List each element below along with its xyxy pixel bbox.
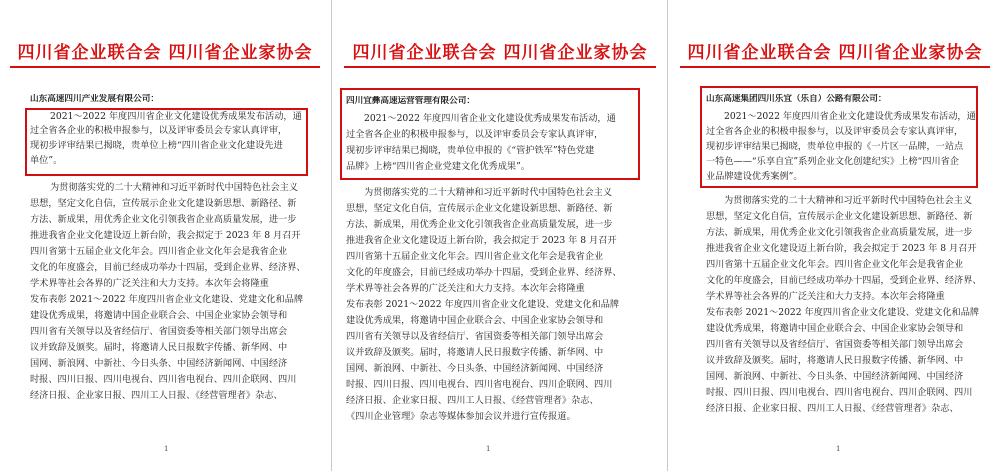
page-separator (331, 0, 332, 471)
notice-line: 2021～2022 年度四川省企业文化建设优秀成果发布活动，通 (50, 111, 302, 122)
body-line: 方法、新成果，用优秀企业文化引领我省企业高质量发展，进一步 (346, 219, 613, 230)
body-line: 四川省有关领导以及省经信厅、省国资委等相关部门领导出席会 (346, 331, 604, 342)
body-line: 四川省有关领导以及省经信厅、省国资委等相关部门领导出席会 (30, 326, 288, 337)
notice-line: 现初步评审结果已揭晓，贵单位申报的《一片区一品牌，一站点 (706, 141, 964, 152)
body-line: 经济日报、企业家日报、四川工人日报、《经营管理者》杂志、 (706, 403, 959, 414)
body-line: 国网、新浪网、中新社、今日头条、中国经济新闻网、中国经济 (346, 363, 604, 374)
body-line: 文化的年度盛会，目前已经成功举办十四届，受到企业界、经济界、 (30, 262, 306, 273)
addressee: 四川宜彝高速运营管理有限公司： (346, 96, 475, 106)
body-line: 为贯彻落实党的二十大精神和习近平新时代中国特色社会主义 (364, 187, 613, 198)
body-line: 议并致辞及颁奖。届时，将邀请人民日报数字传播、新华网、中 (30, 342, 288, 353)
body-line: 国网、新浪网、中新社、今日头条、中国经济新闻网、中国经济 (706, 371, 964, 382)
letterhead-red-rule (344, 66, 656, 68)
body-line: 为贯彻落实党的二十大精神和习近平新时代中国特色社会主义 (50, 182, 299, 193)
body-line: 推进我省企业文化建设迈上新台阶，我会拟定于 2023 年 8 月召开 (346, 235, 617, 246)
body-line: 推进我省企业文化建设迈上新台阶，我会拟定于 2023 年 8 月召开 (706, 243, 977, 254)
body-line: 推进我省企业文化建设迈上新台阶，我会拟定于 2023 年 8 月召开 (30, 230, 301, 241)
body-line: 议并致辞及颁奖。届时，将邀请人民日报数字传播、新华网、中 (346, 347, 604, 358)
letterhead-red-rule (680, 66, 990, 68)
body-line: 经济日报、企业家日报、四川工人日报、《经营管理者》杂志、 (346, 395, 599, 406)
body-line: 国网、新浪网、中新社、今日头条、中国经济新闻网、中国经济 (30, 358, 288, 369)
body-line: 《四川企业管理》杂志等媒体参加会议并进行宣传报道。 (346, 411, 576, 422)
document-page-3 (670, 0, 1000, 471)
letterhead-title: 四川省企业联合会 四川省企业家协会 (687, 43, 983, 63)
body-line: 四川省第十五届企业文化年会。四川省企业文化年会是我省企业 (706, 259, 964, 270)
body-line: 经济日报、企业家日报、四川工人日报、《经营管理者》杂志、 (30, 390, 283, 401)
body-line: 建设优秀成果，将邀请中国企业联合会、中国企业家协会领导和 (30, 310, 288, 321)
page-separator (667, 0, 668, 471)
body-line: 文化的年度盛会，目前已经成功举办十四届，受到企业界、经济界、 (706, 275, 982, 286)
notice-line: 现初步评审结果已揭晓，贵单位申报的《“管护铁军”特色党建 (346, 145, 595, 156)
body-line: 四川省第十五届企业文化年会。四川省企业文化年会是我省企业 (30, 246, 288, 257)
body-line: 发布表彰 2021～2022 年度四川省企业文化建设、党建文化和品牌 (706, 307, 980, 318)
body-line: 思想，坚定文化自信，宣传展示企业文化建设新思想、新路径、新 (706, 211, 973, 222)
body-line: 时报、四川日报、四川电视台、四川省电视台、四川企联网、四川 (706, 387, 973, 398)
notice-line: 过全省各企业的积极申报参与，以及评审委员会专家认真评审， (706, 126, 964, 137)
body-line: 为贯彻落实党的二十大精神和习近平新时代中国特色社会主义 (724, 195, 973, 206)
document-page-2 (334, 0, 666, 471)
page-number: 1 (164, 445, 169, 453)
body-line: 时报、四川日报、四川电视台、四川省电视台、四川企联网、四川 (346, 379, 613, 390)
addressee: 山东高速集团四川乐宜（乐自）公路有限公司： (706, 94, 887, 104)
notice-line: 2021～2022 年度四川省企业文化建设优秀成果发布活动，通 (724, 111, 976, 122)
notice-line: 业品牌建设优秀案例”。 (706, 171, 803, 182)
letterhead-title: 四川省企业联合会 四川省企业家协会 (17, 43, 313, 63)
body-line: 建设优秀成果，将邀请中国企业联合会、中国企业家协会领导和 (346, 315, 604, 326)
body-line: 学术界等社会各界的广泛关注和大力支持。本次年会将隆重 (30, 278, 269, 289)
body-line: 四川省第十五届企业文化年会。四川省企业文化年会是我省企业 (346, 251, 604, 262)
body-line: 思想，坚定文化自信，宣传展示企业文化建设新思想、新路径、新 (346, 203, 613, 214)
notice-line: 现初步评审结果已揭晓，贵单位上榜“四川省企业文化建设先进 (30, 140, 283, 151)
body-line: 文化的年度盛会，目前已经成功举办十四届，受到企业界、经济界、 (346, 267, 622, 278)
addressee: 山东高速四川产业发展有限公司： (30, 94, 159, 104)
notice-line: 过全省各企业的积极申报参与，以及评审委员会专家认真评审， (30, 125, 288, 136)
document-page-1 (0, 0, 330, 471)
body-line: 学术界等社会各界的广泛关注和大力支持。本次年会将隆重 (346, 283, 585, 294)
body-line: 四川省有关领导以及省经信厅、省国资委等相关部门领导出席会 (706, 339, 964, 350)
body-line: 发布表彰 2021～2022 年度四川省企业文化建设、党建文化和品牌 (30, 294, 304, 305)
notice-line: 一特色——“乐享自宜”系列企业文化创建纪实》上榜“四川省企 (706, 156, 959, 167)
notice-line: 品牌》上榜“四川省企业党建文化优秀成果”。 (346, 161, 530, 172)
body-line: 建设优秀成果，将邀请中国企业联合会、中国企业家协会领导和 (706, 323, 964, 334)
body-line: 议并致辞及颁奖。届时，将邀请人民日报数字传播、新华网、中 (706, 355, 964, 366)
body-line: 思想，坚定文化自信，宣传展示企业文化建设新思想、新路径、新 (30, 198, 297, 209)
page-number: 1 (836, 445, 841, 453)
notice-line: 单位”。 (30, 155, 63, 166)
letterhead-red-rule (10, 66, 320, 68)
body-line: 学术界等社会各界的广泛关注和大力支持。本次年会将隆重 (706, 291, 945, 302)
notice-line: 过全省各企业的积极申报参与，以及评审委员会专家认真评审， (346, 129, 604, 140)
body-line: 方法、新成果，用优秀企业文化引领我省企业高质量发展，进一步 (30, 214, 297, 225)
notice-line: 2021～2022 年度四川省企业文化建设优秀成果发布活动，通 (364, 113, 616, 124)
body-line: 时报、四川日报、四川电视台、四川省电视台、四川企联网、四川 (30, 374, 297, 385)
page-number: 1 (486, 445, 491, 453)
letterhead-title: 四川省企业联合会 四川省企业家协会 (352, 43, 648, 63)
body-line: 方法、新成果，用优秀企业文化引领我省企业高质量发展，进一步 (706, 227, 973, 238)
body-line: 发布表彰 2021～2022 年度四川省企业文化建设、党建文化和品牌 (346, 299, 620, 310)
